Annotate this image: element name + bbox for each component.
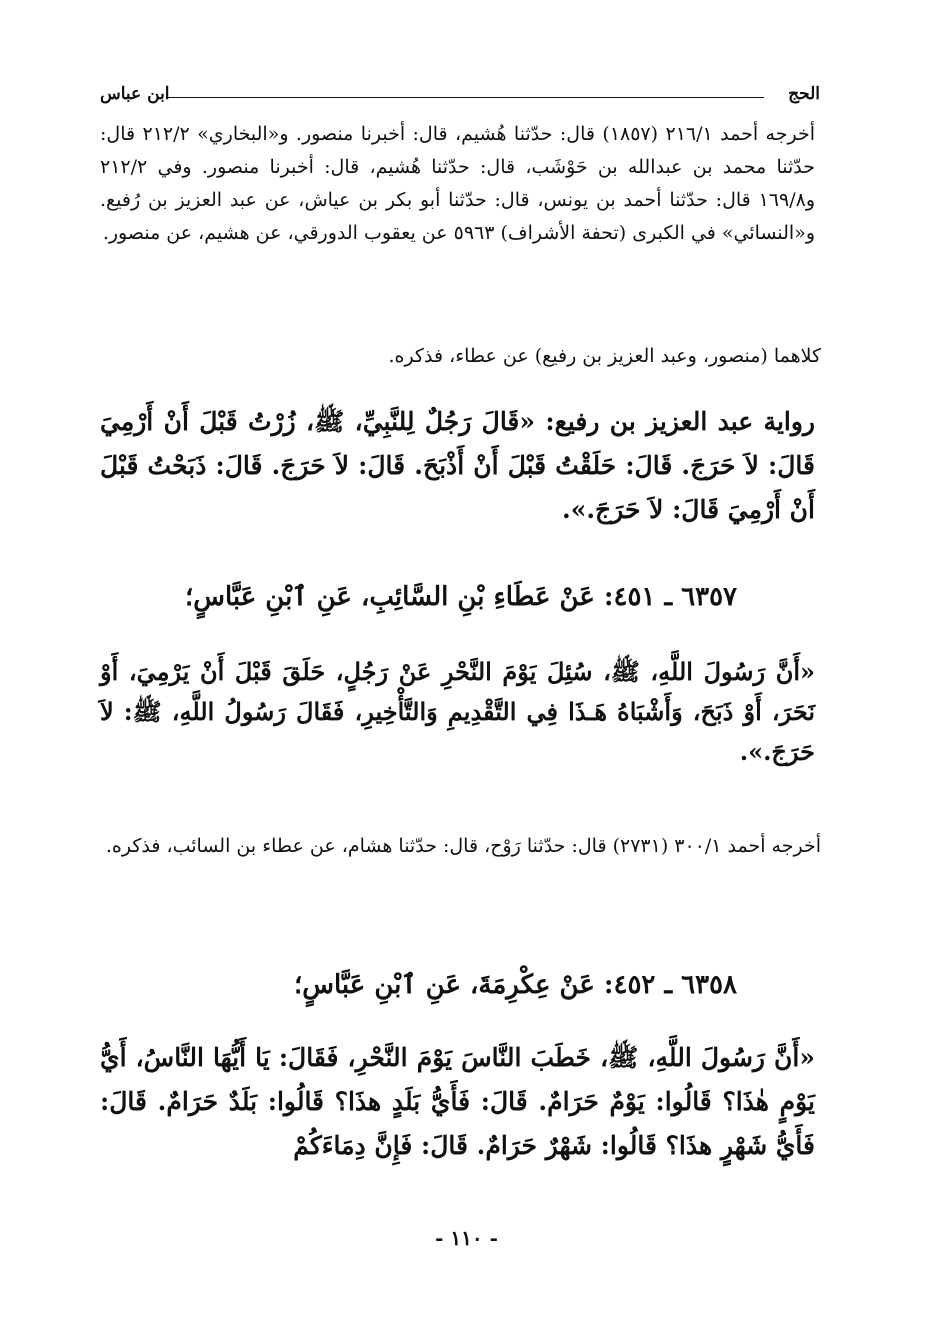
- header-narrator: ابن عباس: [100, 84, 170, 104]
- hadith-6357-text: «أَنَّ رَسُولَ اللَّهِ، ﷺ، سُئِلَ يَوْمَ النَّحْرِ عَنْ رَجُلٍ، حَلَقَ قَبْلَ أَنْ يَرْمِيَ، أَوْ نَحَرَ، أَوْ ذَبَحَ، وَأَشْبَاهُ هَـذَا فِي التَّقْدِيمِ وَالتَّأْخِيرِ، فَقَالَ رَسُولُ اللَّهِ، ﷺ: لاَ حَرَجَ.».: [100, 657, 815, 766]
- header-section-title: الحج: [788, 84, 820, 104]
- running-header: [100, 84, 820, 108]
- riwaya-paragraph: رواية عبد العزيز بن رفيع: «قَالَ رَجُلٌ لِلنَّبِيِّ، ﷺ، زُرْتُ قَبْلَ أَنْ أَرْمِيَ قَالَ: لاَ حَرَجَ. قَالَ: حَلَقْتُ قَبْلَ أَنْ أَذْبَحَ. قَالَ: لاَ حَرَجَ. قَالَ: ذَبَحْتُ قَبْلَ أَنْ أَرْمِيَ قَالَ: لاَ حَرَجَ.».: [100, 407, 815, 524]
- hadith-6357-heading: ٦٣٥٧ ـ ٤٥١: عَنْ عَطَاءِ بْنِ السَّائِبِ، عَنِ ٱبْنِ عَبَّاسٍ؛: [184, 582, 737, 612]
- page-number: - ١١٠ -: [435, 1226, 498, 1250]
- header-rule: [168, 97, 764, 98]
- hadith-6358-text: «أَنَّ رَسُولَ اللَّهِ، ﷺ، خَطَبَ النَّاسَ يَوْمَ النَّحْرِ، فَقَالَ: يَا أَيُّهَا النَّاسُ، أَيُّ يَوْمٍ هٰذَا؟ قَالُوا: يَوْمٌ حَرَامٌ. قَالَ: فَأَيُّ بَلَدٍ هذَا؟ قَالُوا: بَلَدٌ حَرَامٌ. قَالَ: فَأَيُّ شَهْرٍ هذَا؟ قَالُوا: شَهْرٌ حَرَامٌ. قَالَ: فَإِنَّ دِمَاءَكُمْ: [100, 1043, 815, 1160]
- takhrij-note-2: أخرجه أحمد ٣٠٠/١ (٢٧٣١) قال: حدّثنا رَوْح، قال: حدّثنا هشام، عن عطاء بن السائب، فذكره.: [105, 835, 821, 857]
- hadith-6358-heading: ٦٣٥٨ ـ ٤٥٢: عَنْ عِكْرِمَةَ، عَنِ ٱبْنِ عَبَّاسٍ؛: [294, 970, 737, 1000]
- takhrij-note-1: أخرجه أحمد ٢١٦/١ (١٨٥٧) قال: حدّثنا هُشيم، قال: أخبرنا منصور. و«البخاري» ٢١٢/٢ قال: حدّثنا محمد بن عبدالله بن حَوْشَب، قال: حدّثنا هُشيم، قال: أخبرنا منصور. وفي ٢١٢/٢ و١٦٩/٨ قال: حدّثنا أحمد بن يونس، قال: حدّثنا أبو بكر بن عياش، عن عبد العزيز بن رُفيع. و«النسائي» في الكبرى (تحفة الأشراف) ٥٩٦٣ عن يعقوب الدورقي، عن هشيم، عن منصور.: [100, 123, 815, 244]
- kilahuma-note: كلاهما (منصور، وعبد العزيز بن رفيع) عن عطاء، فذكره.: [388, 345, 821, 367]
